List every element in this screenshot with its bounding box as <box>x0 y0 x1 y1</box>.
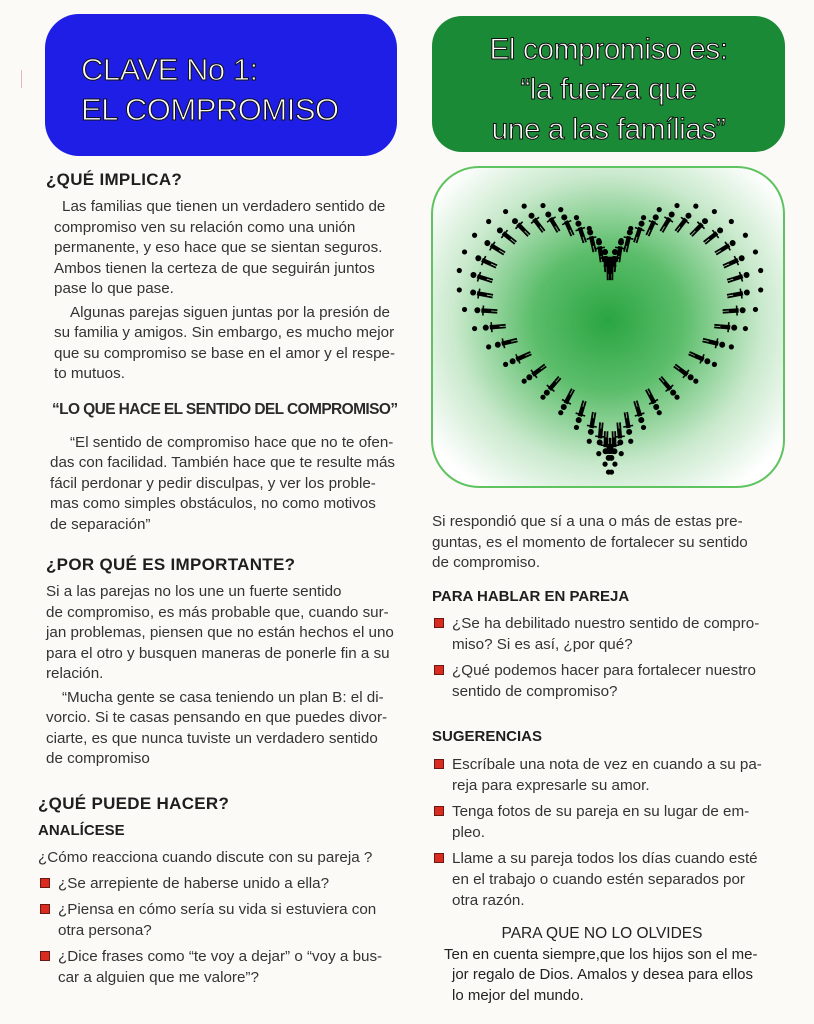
list-item <box>432 848 792 911</box>
person-figure <box>657 209 677 234</box>
person-head-dot <box>743 326 748 331</box>
margin-mark <box>21 70 22 88</box>
heart-of-people-icon <box>433 168 785 488</box>
person-figure <box>573 219 590 244</box>
person-figure <box>701 225 725 247</box>
person-head-dot <box>641 425 646 430</box>
person-head-dot <box>472 233 477 238</box>
text-line: Ten en cuenta siempre,que los hijos son el me- <box>444 945 758 963</box>
person-head-dot <box>587 226 592 231</box>
person-figure <box>630 219 647 244</box>
person-figure <box>469 269 494 285</box>
text-line: fácil perdonar y pedir disculpas, y ver los proble- <box>50 474 376 492</box>
text-line: compromiso ven su relación como una unión <box>54 218 356 236</box>
person-head-dot <box>486 219 491 224</box>
list-item-text: pleo. <box>452 823 485 841</box>
person-figure <box>494 335 519 350</box>
person-head-dot <box>758 287 763 292</box>
green-title-line-2: “la fuerza que <box>520 73 697 106</box>
bullet-square-icon <box>40 951 50 961</box>
bullet-square-icon <box>434 853 444 863</box>
text-line: jor regalo de Dios. Amalos y desea para ellos <box>452 966 753 983</box>
person-head-dot <box>628 226 633 231</box>
person-head-dot <box>522 379 527 384</box>
green-title-line-3: une a las famílias” <box>491 113 726 146</box>
person-figure <box>672 361 696 383</box>
person-head-dot <box>758 268 763 273</box>
person-head-dot <box>729 344 734 349</box>
text-line: para el otro y busquen maneras de ponerle fin a su <box>46 644 390 662</box>
person-figure <box>643 387 662 412</box>
person-head-dot <box>657 410 662 415</box>
bullet-square-icon <box>434 665 444 675</box>
bullet-square-icon <box>434 618 444 628</box>
list-item <box>38 899 410 941</box>
person-head-dot <box>574 215 579 220</box>
heading-por-que: ¿POR QUÉ ES IMPORTANTE? <box>46 555 296 574</box>
text-line: su familia y amigos. Sin embargo, es mucho mejor <box>54 324 395 341</box>
person-figure <box>474 305 498 316</box>
person-figure <box>714 321 738 333</box>
text-line: permanente, y eso hace que se sientan seguros. <box>54 239 383 256</box>
por-que-text <box>38 582 410 770</box>
text-line: Ambos tienen la certeza de que seguirán juntos <box>54 259 375 277</box>
intro-text <box>432 512 792 574</box>
list-item-text: reja para expresarle su amor. <box>452 776 650 794</box>
person-head-dot <box>753 249 758 254</box>
person-head-dot <box>472 326 477 331</box>
person-head-dot <box>486 344 491 349</box>
person-figure <box>509 215 532 238</box>
person-head-dot <box>503 362 508 367</box>
bullet-square-icon <box>40 904 50 914</box>
person-head-dot <box>712 209 717 214</box>
person-figure <box>508 349 533 367</box>
person-figure <box>656 374 678 398</box>
person-figure <box>558 387 577 412</box>
text-line: jan problemas, piensen que no están hechos el uno <box>46 624 394 641</box>
list-item-text: ¿Se ha debilitado nuestro sentido de compro- <box>452 614 760 632</box>
person-head-dot <box>612 462 617 467</box>
heading-hablar: PARA HABLAR EN PAREJA <box>432 587 630 605</box>
person-figure <box>672 210 694 234</box>
person-figure <box>585 411 599 435</box>
text-line: Algunas parejas siguen juntas por la presión de <box>70 303 390 321</box>
person-head-dot <box>753 307 758 312</box>
person-head-dot <box>729 219 734 224</box>
person-head-dot <box>674 395 679 400</box>
sentido-text <box>38 433 410 536</box>
list-item <box>432 613 792 655</box>
person-figure <box>631 399 647 424</box>
green-title-line-1: El compromiso es: <box>489 33 728 66</box>
list-item-text: sentido de compromiso? <box>452 682 618 700</box>
analicese-intro: ¿Cómo reacciona cuando discute con su pareja ? <box>38 848 373 866</box>
right-column <box>432 512 792 1006</box>
person-head-dot <box>522 204 527 209</box>
title-line-2: EL COMPROMISO <box>81 92 339 127</box>
person-head-dot <box>457 287 462 292</box>
person-figure <box>726 269 751 285</box>
text-line: de compromiso <box>46 750 150 767</box>
person-figure <box>573 399 589 424</box>
sugerencias-list <box>432 754 792 911</box>
person-head-dot <box>612 250 617 255</box>
person-figure <box>687 215 710 238</box>
text-line: to mutuos. <box>54 365 125 382</box>
hablar-list <box>432 613 792 702</box>
text-line: das con facilidad. También hace que te resulte más <box>50 454 396 471</box>
person-figure <box>621 411 635 435</box>
analicese-list <box>38 873 410 988</box>
person-head-dot <box>587 439 592 444</box>
text-line: “El sentido de compromiso hace que no te ofen- <box>70 433 394 451</box>
person-figure <box>526 210 548 234</box>
text-line: ciarte, es que nunca tuviste un verdadero sentido <box>46 729 378 747</box>
text-line: lo mejor del mundo. <box>452 986 584 1004</box>
person-head-dot <box>462 249 467 254</box>
people-figures <box>457 203 764 475</box>
person-head-dot <box>641 215 646 220</box>
person-figure <box>482 321 506 333</box>
text-line: “Mucha gente se casa teniendo un plan B: el di- <box>62 688 384 706</box>
person-head-dot <box>574 425 579 430</box>
list-item-text: car a alguien que me valore”? <box>58 969 259 986</box>
person-figure <box>474 252 499 271</box>
title-line-1: CLAVE No 1: <box>81 52 258 87</box>
person-head-dot <box>540 203 545 208</box>
person-head-dot <box>743 233 748 238</box>
person-head-dot <box>596 238 601 243</box>
text-line: relación. <box>46 665 104 682</box>
text-line: de compromiso. <box>432 554 541 571</box>
person-figure <box>482 237 507 258</box>
person-head-dot <box>503 209 508 214</box>
list-item <box>432 801 792 843</box>
list-item-text: ¿Piensa en cómo sería su vida si estuviera con <box>58 901 377 918</box>
bullet-square-icon <box>40 878 50 888</box>
list-item <box>432 660 792 702</box>
person-head-dot <box>540 395 545 400</box>
person-head-dot <box>628 439 633 444</box>
bullet-square-icon <box>434 806 444 816</box>
list-item-text: Escríbale una nota de vez en cuando a su pa- <box>452 755 762 773</box>
list-item <box>38 946 410 988</box>
subheading-analicese: ANALÍCESE <box>38 821 125 839</box>
person-head-dot <box>657 207 662 212</box>
person-head-dot <box>602 462 607 467</box>
list-item-text: miso? Si es así, ¿por qué? <box>452 635 633 653</box>
person-figure <box>494 225 518 247</box>
person-head-dot <box>457 268 462 273</box>
person-head-dot <box>693 204 698 209</box>
list-item-text: Llame a su pareja todos los días cuando esté <box>452 849 758 867</box>
person-head-dot <box>606 259 611 264</box>
heading-que-puede: ¿QUÉ PUEDE HACER? <box>38 793 230 813</box>
list-item-text: en el trabajo o cuando estén separados por <box>452 870 745 888</box>
person-head-dot <box>606 469 611 474</box>
list-item-text: otra persona? <box>58 922 152 939</box>
que-implica-text <box>38 197 410 385</box>
heading-no-olvides: PARA QUE NO LO OLVIDES <box>501 924 703 942</box>
person-head-dot <box>462 307 467 312</box>
title-box-blue <box>45 14 397 156</box>
text-line: que su compromiso se base en el amor y el respe- <box>54 344 396 362</box>
list-item-text: otra razón. <box>452 891 525 909</box>
left-column <box>38 170 410 988</box>
list-item <box>432 754 792 796</box>
person-head-dot <box>558 410 563 415</box>
person-head-dot <box>596 451 601 456</box>
person-figure <box>722 305 746 316</box>
text-line: Si a las parejas no los une un fuerte sentido <box>46 583 342 600</box>
person-figure <box>713 237 738 258</box>
person-figure <box>524 361 548 383</box>
person-figure <box>702 335 727 350</box>
list-item-text: ¿Se arrepiente de haberse unido a ella? <box>58 875 330 892</box>
no-olvides-text <box>432 945 792 1007</box>
title-box-green <box>432 16 785 152</box>
bullet-square-icon <box>434 759 444 769</box>
heart-illustration-box <box>431 166 785 488</box>
heading-sugerencias: SUGERENCIAS <box>432 727 543 745</box>
text-line: de compromiso, es más probable que, cuando sur- <box>46 603 389 621</box>
list-item-text: Tenga fotos de su pareja en su lugar de em- <box>452 802 750 820</box>
text-line: Si respondió que sí a una o más de estas pre- <box>432 513 743 530</box>
list-item-text: ¿Dice frases como “te voy a dejar” o “voy a bus- <box>58 948 383 965</box>
list-item-text: ¿Qué podemos hacer para fortalecer nuestro <box>452 661 756 679</box>
person-head-dot <box>558 207 563 212</box>
person-head-dot <box>693 379 698 384</box>
text-line: vorcio. Si te casas pensando en que puedes divor- <box>46 709 388 726</box>
heading-sentido: “LO QUE HACE EL SENTIDO DEL COMPROMISO” <box>52 400 398 418</box>
text-line: Las familias que tienen un verdadero sentido de <box>62 198 386 215</box>
list-item <box>38 873 410 894</box>
heading-que-implica: ¿QUÉ IMPLICA? <box>46 170 183 189</box>
person-head-dot <box>674 203 679 208</box>
text-line: pase lo que pase. <box>54 280 174 297</box>
person-head-dot <box>712 362 717 367</box>
person-figure <box>687 349 712 367</box>
person-head-dot <box>619 451 624 456</box>
person-figure <box>726 287 750 301</box>
person-head-dot <box>602 250 607 255</box>
text-line: de separación” <box>50 515 151 533</box>
person-figure <box>721 252 746 271</box>
person-figure <box>469 287 493 301</box>
text-line: mas como simples obstáculos, no como motivos <box>50 495 376 512</box>
person-figure <box>542 209 562 234</box>
person-head-dot <box>619 238 624 243</box>
person-figure <box>541 374 563 398</box>
text-line: guntas, es el momento de fortalecer su sentido <box>432 533 748 551</box>
